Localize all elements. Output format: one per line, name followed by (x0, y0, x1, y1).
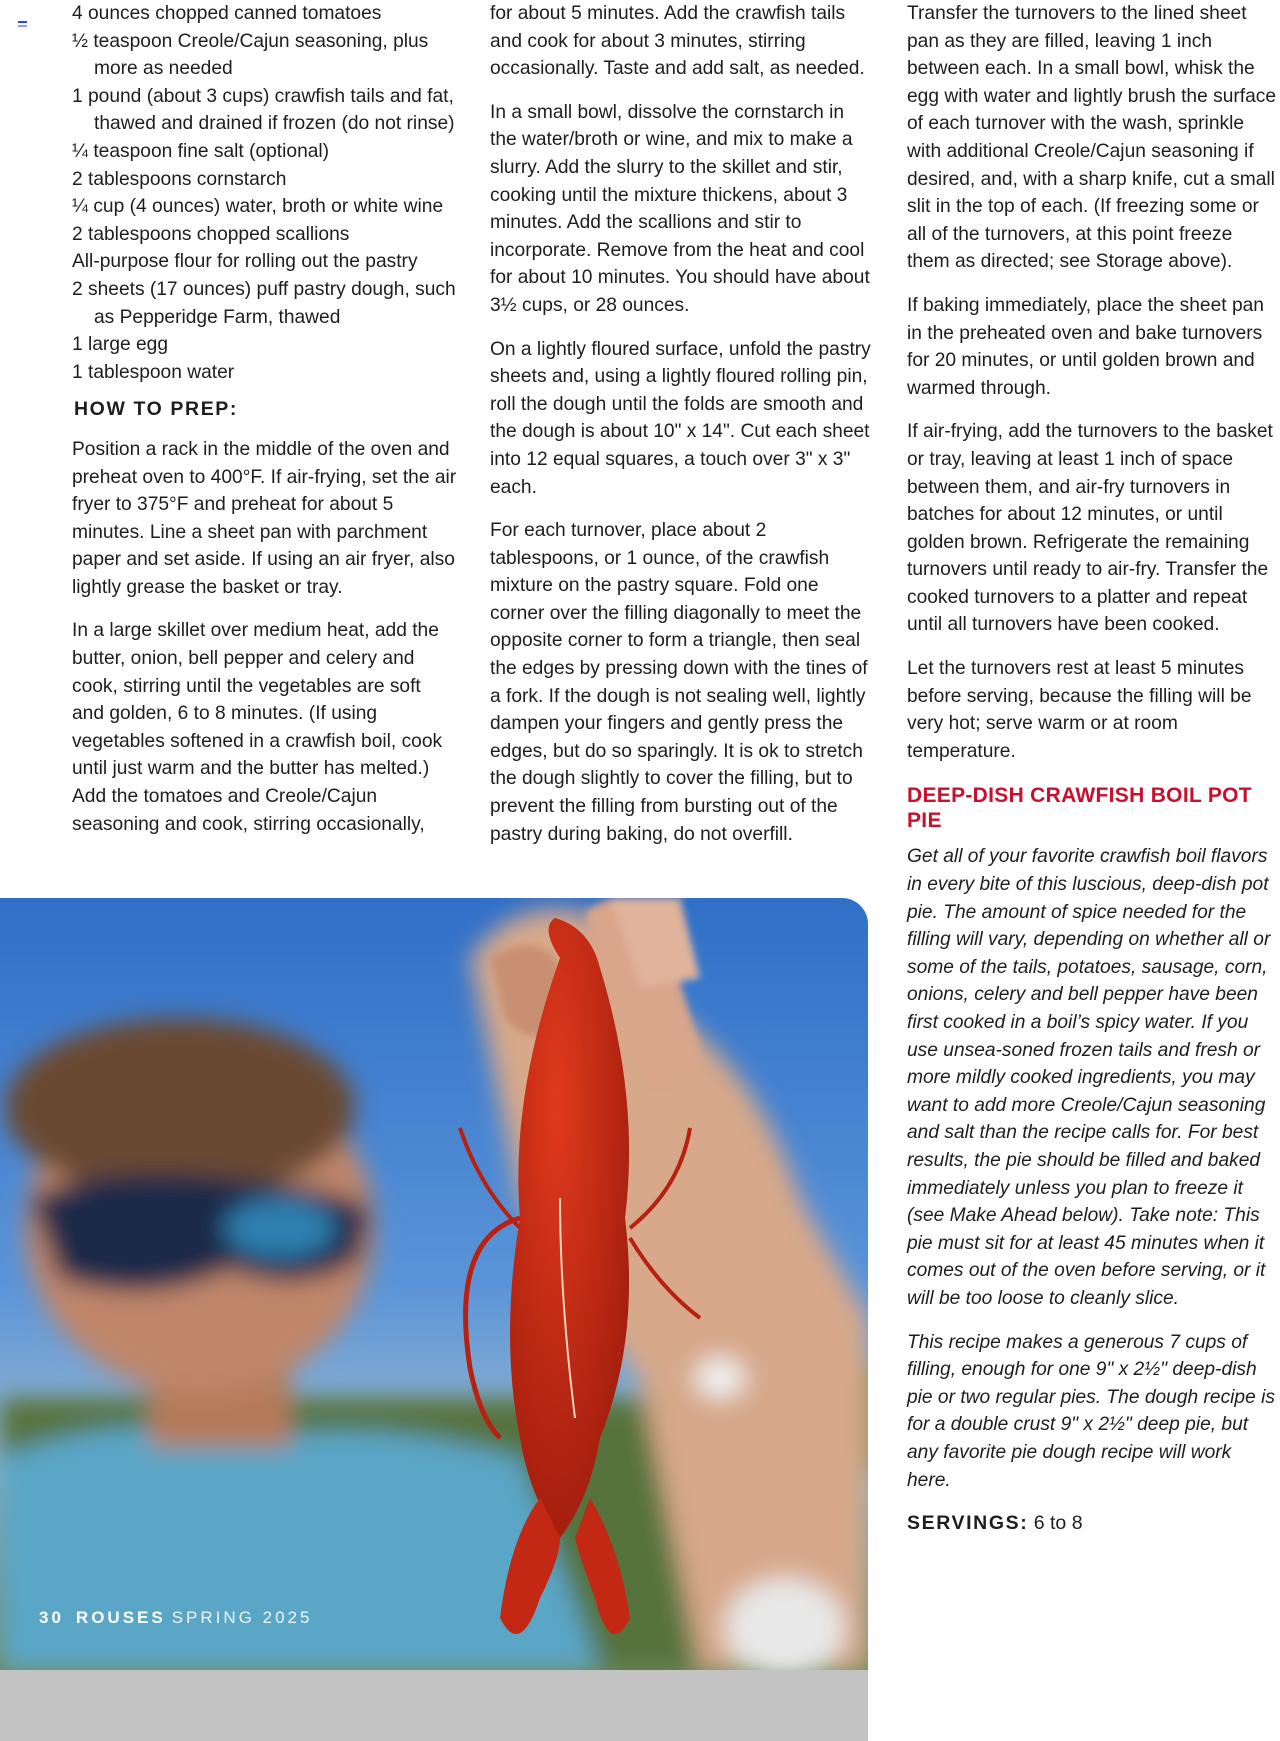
ingredient-item: 2 tablespoons cornstarch (72, 168, 287, 190)
prep-paragraph: In a large skillet over medium heat, add the butter, onion, bell pepper and celery and cook, stirring until the vegetables are soft and golden, 6 to 8 minutes. (If using vegetables softened in a crawfish boil, cook until just warm and the butter has melted.) Add the tomatoes and Creole/Cajun seasoning and cook, stirring occasionally, (72, 620, 443, 835)
prep-paragraph: Transfer the turnovers to the lined sheet pan as they are filled, leaving 1 inch between each. In a small bowl, whisk the egg with water and lightly brush the surface of each turnover with the wash, sprinkle with additional Creole/Cajun seasoning if desired, and, with a sharp knife, cut a small slit in the top of each. (If freezing some or all of the turnovers, at this point freeze them as directed; see Storage above). (907, 3, 1277, 273)
ingredient-item: 2 sheets (17 ounces) puff pastry dough, such as Pepperidge Farm, thawed (72, 278, 456, 328)
prep-paragraph: for about 5 minutes. Add the crawfish tails and cook for about 3 minutes, stirring occasionally. Taste and add salt, as needed. (490, 3, 865, 80)
ingredient-item: ½ teaspoon Creole/Cajun seasoning, plus more as needed (72, 30, 429, 80)
ingredient-item: 1 pound (about 3 cups) crawfish tails and fat, thawed and drained if frozen (do not rinse) (72, 85, 455, 135)
issue-name: SPRING 2025 (171, 1608, 313, 1627)
prep-paragraph: Position a rack in the middle of the oven and preheat oven to 400°F. If air-frying, set the air fryer to 375°F and preheat for about 5 minutes. Line a sheet pan with parchment paper and set aside. If using an air fryer, also lightly grease the basket or tray. (72, 438, 457, 598)
recipe-title: DEEP-DISH CRAWFISH BOIL POT PIE (907, 784, 1252, 833)
column-2 (490, 0, 875, 864)
prep-paragraph: In a small bowl, dissolve the cornstarch in the water/broth or wine, and mix to make a slurry. Add the slurry to the skillet and stir, cooking until the mixture thickens, about 3 minutes. Add the scallions and stir to incorporate. Remove from the heat and cool for about 10 minutes. You should have about 3½ cups, or 28 ounces. (490, 101, 870, 316)
prep-paragraph: If baking immediately, place the sheet pan in the preheated oven and bake turnovers for 20 minutes, or until golden brown and warmed through. (907, 294, 1264, 399)
intro-paragraph: This recipe makes a generous 7 cups of filling, enough for one 9" x 2½" deep-dish pie or two regular pies. The dough recipe is for a double crust 9" x 2½" deep pie, but any favorite pie dough recipe will work here. (907, 1331, 1275, 1491)
ingredient-item: 1 tablespoon water (72, 361, 235, 383)
ingredient-item: 2 tablespoons chopped scallions (72, 223, 350, 245)
footer-band (0, 1670, 868, 1741)
magazine-name: ROUSES (75, 1608, 166, 1627)
prep-paragraph: For each turnover, place about 2 tablespoons, or 1 ounce, of the crawfish mixture on the pastry square. Fold one corner over the filling diagonally to meet the opposite corner to form a triangle, then seal the edges by pressing down with the tines of a fork. If the dough is not sealing well, lightly dampen your fingers and gently press the edges, but do so sparingly. It is ok to stretch the dough slightly to cover the filling, but to prevent the filling from bursting out of the pastry during baking, do not overfill. (490, 520, 868, 845)
prep-paragraph: If air-frying, add the turnovers to the basket or tray, leaving at least 1 inch of space between them, and air-fry turnovers in batches for about 12 minutes, or until golden brown. Refrigerate the remaining turnovers until ready to air-fry. Transfer the cooked turnovers to a platter and repeat until all turnovers have been cooked. (907, 421, 1273, 636)
flag-marker-icon (18, 21, 27, 29)
recipe-intro (907, 843, 1280, 1494)
page-folio (39, 1608, 312, 1628)
prep-paragraph: Let the turnovers rest at least 5 minutes before serving, because the filling will be very hot; serve warm or at room temperature. (907, 658, 1252, 762)
servings (907, 1510, 1280, 1538)
how-to-prep-heading: HOW TO PREP: (74, 398, 239, 421)
ingredient-item: ¼ teaspoon fine salt (optional) (72, 140, 330, 162)
servings-label: SERVINGS: (907, 1512, 1029, 1535)
prep-paragraph: On a lightly floured surface, unfold the pastry sheets and, using a lightly floured rolling pin, roll the dough until the folds are smooth and the dough is about 10" x 14". Cut each sheet into 12 equal squares, a touch over 3" x 3" each. (490, 338, 871, 498)
ingredient-list (72, 0, 457, 386)
page-number: 30 (39, 1608, 64, 1627)
ingredient-item: 1 large egg (72, 334, 169, 356)
column-3 (907, 0, 1280, 1538)
servings-value: 6 to 8 (1033, 1512, 1083, 1535)
ingredient-item: All-purpose flour for rolling out the pastry (72, 251, 418, 273)
crawfish-photo (0, 898, 868, 1670)
ingredient-item: ¼ cup (4 ounces) water, broth or white wine (72, 196, 444, 218)
intro-paragraph: Get all of your favorite crawfish boil flavors in every bite of this luscious, deep-dish pot pie. The amount of spice needed for the filling will vary, depending on whether all or some of the tails, potatoes, sausage, corn, onions, celery and bell pepper have been first cooked in a boil’s spicy water. If you use unsea-soned frozen tails and fresh or more mildly cooked ingredients, you may want to add more Creole/Cajun seasoning and salt than the recipe calls for. For best results, the pie should be filled and baked immediately unless you plan to freeze it (see Make Ahead below). Take note: This pie must sit for at least 45 minutes when it comes out of the oven before serving, or it will be too loose to cleanly slice. (907, 846, 1271, 1309)
column-1 (72, 0, 457, 854)
ingredient-item: 4 ounces chopped canned tomatoes (72, 3, 382, 24)
